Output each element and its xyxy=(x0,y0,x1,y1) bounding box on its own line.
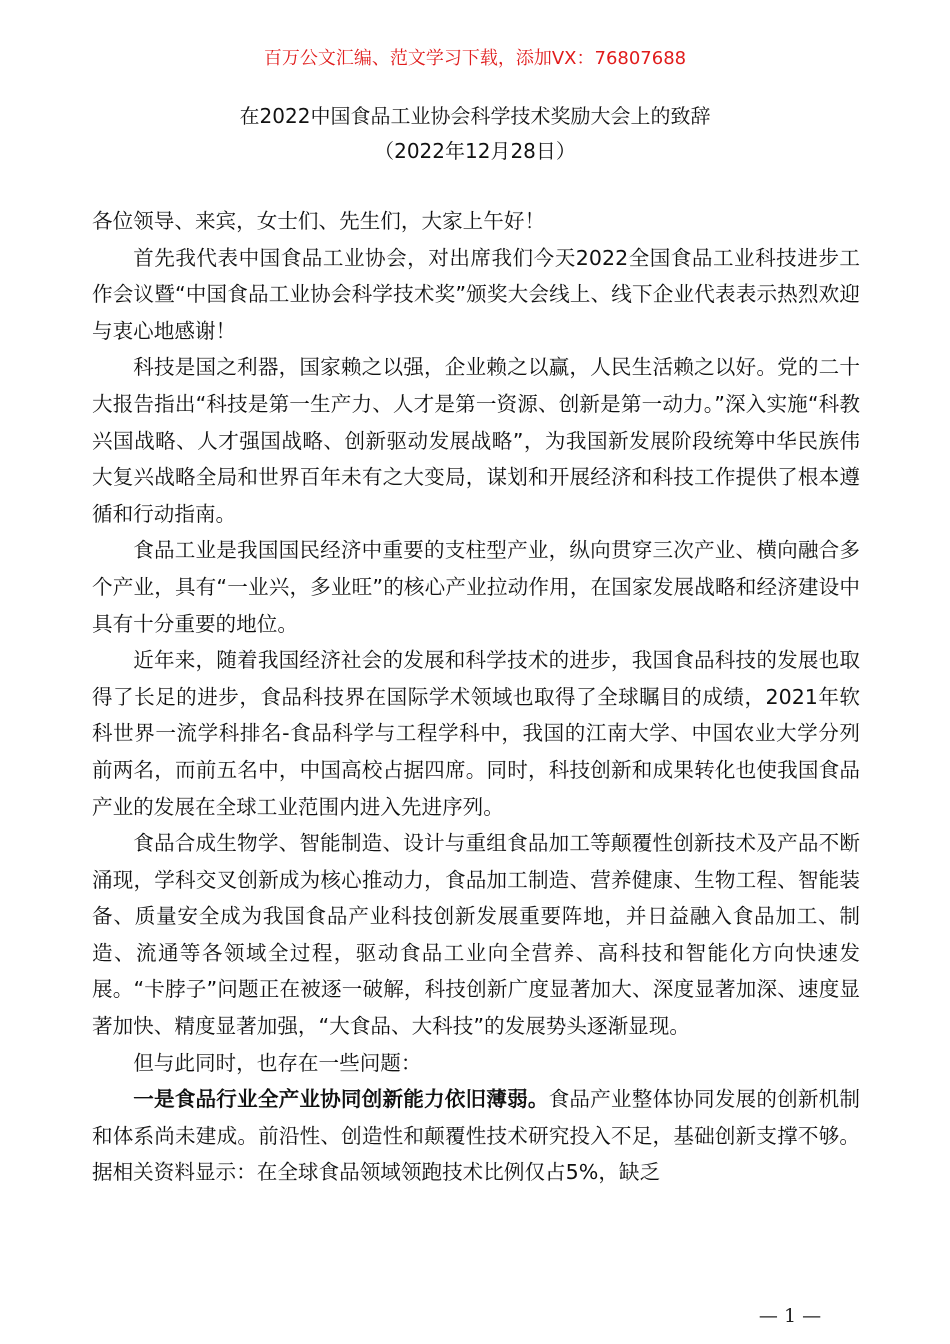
paragraph-welcome: 首先我代表中国食品工业协会，对出席我们今天2022全国食品工业科技进步工作会议暨“中国食品工业协会科学技术奖”颁奖大会线上、线下企业代表表示热烈欢迎与衷心地感谢！ xyxy=(92,245,860,343)
paragraph-food-industry: 食品工业是我国国民经济中重要的支柱型产业，纵向贯穿三次产业、横向融合多个产业，具有“一业兴，多业旺”的核心产业拉动作用，在国家发展战略和经济建设中具有十分重要的地位。 xyxy=(92,538,860,636)
paragraph-problems-intro: 但与此同时，也存在一些问题： xyxy=(133,1050,422,1075)
document-body xyxy=(92,203,860,1191)
paragraph-recent-years: 近年来，随着我国经济社会的发展和科学技术的进步，我国食品科技的发展也取得了长足的进步，食品科技界在国际学术领域也取得了全球瞩目的成绩，2021年软科世界一流学科排名-食品科学与工程学科中，我国的江南大学、中国农业大学分列前两名，而前五名中，中国高校占据四席。同时，科技创新和成果转化也使我国食品产业的发展在全球工业范围内进入先进序列。 xyxy=(92,648,860,819)
greeting-line: 各位领导、来宾，女士们、先生们，大家上午好！ xyxy=(92,209,546,233)
page-number: — 1 — xyxy=(758,1305,822,1327)
document-date: （2022年12月28日） xyxy=(374,139,576,163)
paragraph-innovation: 食品合成生物学、智能制造、设计与重组食品加工等颠覆性创新技术及产品不断涌现，学科交叉创新成为核心推动力，食品加工制造、营养健康、生物工程、智能装备、质量安全成为我国食品产业科技创新发展重要阵地，并日益融入食品加工、制造、流通等各领域全过程，驱动食品工业向全营养、高科技和智能化方向快速发展。“卡脖子”问题正在被逐一破解，科技创新广度显著加大、深度显著加深、速度显著加快、精度显著加强，“大食品、大科技”的发展势头逐渐显现。 xyxy=(92,831,860,1039)
issue-one-body: 食品产业整体协同发展的创新机制和体系尚未建成。前沿性、创造性和颠覆性技术研究投入不足，基础创新支撑不够。据相关资料显示：在全球食品领域领跑技术比例仅占5%，缺乏 xyxy=(92,1087,860,1185)
paragraph-issue-one xyxy=(92,1081,860,1191)
document-title: 在2022中国食品工业协会科学技术奖励大会上的致辞 xyxy=(239,104,711,128)
paragraph-technology: 科技是国之利器，国家赖之以强，企业赖之以赢，人民生活赖之以好。党的二十大报告指出“科技是第一生产力、人才是第一资源、创新是第一动力。”深入实施“科教兴国战略、人才强国战略、创新驱动发展战略”，为我国新发展阶段统筹中华民族伟大复兴战略全局和世界百年未有之大变局，谋划和开展经济和科技工作提供了根本遵循和行动指南。 xyxy=(92,355,860,526)
watermark-banner: 百万公文汇编、范文学习下载，添加VX：76807688 xyxy=(263,48,687,69)
issue-one-lead: 一是食品行业全产业协同创新能力依旧薄弱。 xyxy=(133,1087,549,1112)
